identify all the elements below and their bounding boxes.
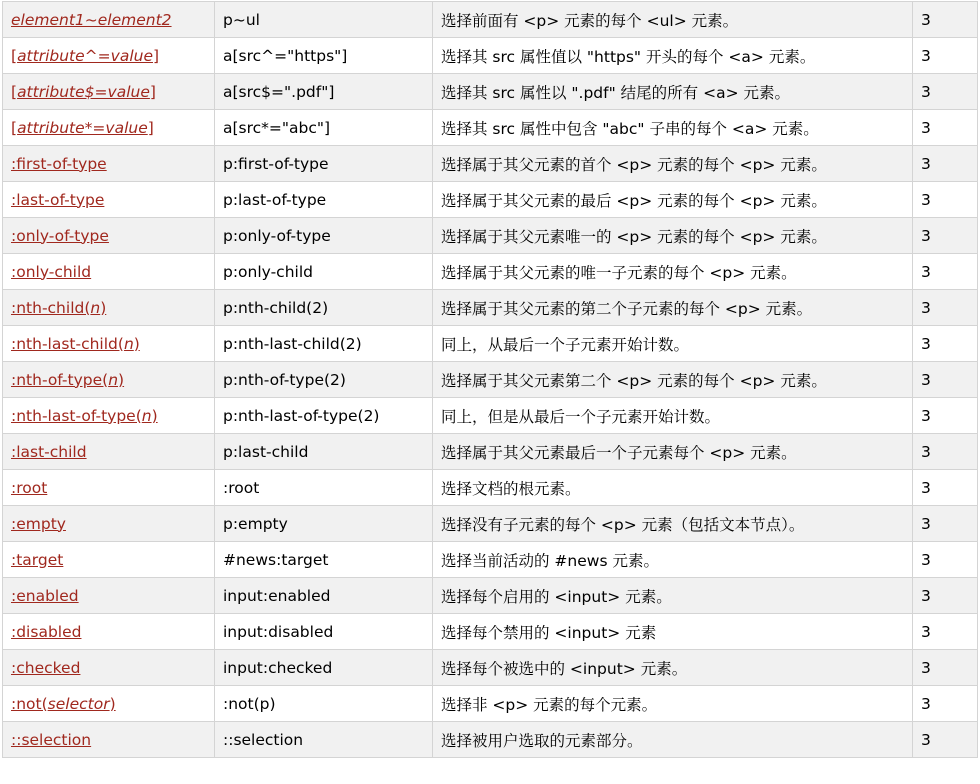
description-cell: 选择属于其父元素的第二个子元素的每个 <p> 元素。 (433, 290, 913, 326)
example-cell: p:nth-child(2) (215, 290, 433, 326)
selector-link[interactable] (11, 659, 80, 677)
description-cell: 选择当前活动的 #news 元素。 (433, 542, 913, 578)
selector-cell (3, 74, 215, 110)
example-cell: p~ul (215, 2, 433, 38)
selector-text-suffix: ) (100, 298, 107, 317)
example-cell: a[src$=".pdf"] (215, 74, 433, 110)
selector-text: :first-of-type (11, 154, 107, 173)
example-cell: p:empty (215, 506, 433, 542)
css-version-cell: 3 (913, 146, 978, 182)
table-row (3, 650, 978, 686)
css-version-cell: 3 (913, 74, 978, 110)
selector-cell (3, 614, 215, 650)
selector-cell (3, 506, 215, 542)
selector-cell (3, 686, 215, 722)
css-version-cell: 3 (913, 542, 978, 578)
css-version-cell: 3 (913, 722, 978, 758)
table-row (3, 578, 978, 614)
example-cell: p:last-child (215, 434, 433, 470)
selector-link[interactable] (11, 47, 159, 65)
description-cell: 选择属于其父元素唯一的 <p> 元素的每个 <p> 元素。 (433, 218, 913, 254)
table-row (3, 686, 978, 722)
selector-italic-text: attribute^=value (17, 46, 153, 65)
example-cell: a[src*="abc"] (215, 110, 433, 146)
example-cell: #news:target (215, 542, 433, 578)
selector-italic-text: n (123, 334, 134, 353)
selector-link[interactable] (11, 299, 106, 317)
selector-link[interactable] (11, 443, 87, 461)
css-version-cell: 3 (913, 182, 978, 218)
selector-text-suffix: ) (109, 694, 116, 713)
selector-cell (3, 470, 215, 506)
table-row (3, 2, 978, 38)
description-cell: 选择其 src 属性以 ".pdf" 结尾的所有 <a> 元素。 (433, 74, 913, 110)
css-version-cell: 3 (913, 254, 978, 290)
description-cell: 选择文档的根元素。 (433, 470, 913, 506)
selector-text: :last-of-type (11, 190, 105, 209)
example-cell: input:enabled (215, 578, 433, 614)
selector-cell (3, 218, 215, 254)
example-cell: input:disabled (215, 614, 433, 650)
selector-italic-text: attribute*=value (17, 118, 148, 137)
selector-cell (3, 38, 215, 74)
selector-link[interactable] (11, 335, 140, 353)
description-cell: 选择每个启用的 <input> 元素。 (433, 578, 913, 614)
description-cell: 选择属于其父元素的首个 <p> 元素的每个 <p> 元素。 (433, 146, 913, 182)
css-version-cell: 3 (913, 650, 978, 686)
selector-cell (3, 722, 215, 758)
table-row (3, 434, 978, 470)
table-row (3, 38, 978, 74)
table-body (3, 2, 978, 758)
selector-text: :disabled (11, 622, 82, 641)
description-cell: 选择没有子元素的每个 <p> 元素（包括文本节点）。 (433, 506, 913, 542)
selector-text: [ (11, 46, 18, 65)
selector-italic-text: n (108, 370, 119, 389)
example-cell: p:only-child (215, 254, 433, 290)
selector-text: [ (11, 118, 18, 137)
css-version-cell: 3 (913, 2, 978, 38)
table-row (3, 398, 978, 434)
selector-text: :nth-last-of-type( (11, 406, 142, 425)
selector-text-suffix: ] (147, 118, 154, 137)
selector-text-suffix: ) (133, 334, 140, 353)
example-cell: p:first-of-type (215, 146, 433, 182)
selector-italic-text: element1~element2 (11, 10, 172, 29)
selector-text: :empty (11, 514, 66, 533)
css-version-cell: 3 (913, 470, 978, 506)
css-version-cell: 3 (913, 398, 978, 434)
selector-text: :nth-last-child( (11, 334, 124, 353)
table-row (3, 182, 978, 218)
selector-link[interactable] (11, 155, 107, 173)
table-row (3, 722, 978, 758)
selector-italic-text: n (90, 298, 101, 317)
selector-link[interactable] (11, 11, 172, 29)
description-cell: 选择其 src 属性值以 "https" 开头的每个 <a> 元素。 (433, 38, 913, 74)
selector-text: :only-of-type (11, 226, 109, 245)
description-cell: 选择属于其父元素的最后 <p> 元素的每个 <p> 元素。 (433, 182, 913, 218)
selector-text: :enabled (11, 586, 79, 605)
description-cell: 选择前面有 <p> 元素的每个 <ul> 元素。 (433, 2, 913, 38)
selector-link[interactable] (11, 83, 156, 101)
table-row (3, 146, 978, 182)
example-cell: a[src^="https"] (215, 38, 433, 74)
selector-text-suffix: ] (149, 82, 156, 101)
selector-cell (3, 254, 215, 290)
selector-link[interactable] (11, 731, 91, 749)
description-cell: 同上，但是从最后一个子元素开始计数。 (433, 398, 913, 434)
selector-text: :only-child (11, 262, 92, 281)
selector-text: :checked (11, 658, 81, 677)
selector-text: :target (11, 550, 64, 569)
css-version-cell: 3 (913, 686, 978, 722)
selector-cell (3, 326, 215, 362)
table-row (3, 218, 978, 254)
table-row (3, 506, 978, 542)
selector-link[interactable] (11, 623, 81, 641)
example-cell: p:last-of-type (215, 182, 433, 218)
selector-link[interactable] (11, 587, 79, 605)
description-cell: 选择属于其父元素的唯一子元素的每个 <p> 元素。 (433, 254, 913, 290)
css-version-cell: 3 (913, 218, 978, 254)
selector-link[interactable] (11, 119, 154, 137)
selector-cell (3, 2, 215, 38)
selector-italic-text: n (141, 406, 152, 425)
selector-link[interactable] (11, 371, 124, 389)
css-version-cell: 3 (913, 506, 978, 542)
selector-cell (3, 146, 215, 182)
table-row (3, 614, 978, 650)
selector-text-suffix: ) (151, 406, 158, 425)
selector-cell (3, 398, 215, 434)
selector-link[interactable] (11, 263, 91, 281)
selector-link[interactable] (11, 551, 63, 569)
table-row (3, 542, 978, 578)
table-row (3, 326, 978, 362)
selector-text: [ (11, 82, 18, 101)
selector-cell (3, 110, 215, 146)
css-version-cell: 3 (913, 362, 978, 398)
css-version-cell: 3 (913, 290, 978, 326)
example-cell: p:nth-last-child(2) (215, 326, 433, 362)
selector-text: :last-child (11, 442, 87, 461)
description-cell: 选择属于其父元素最后一个子元素每个 <p> 元素。 (433, 434, 913, 470)
selector-cell (3, 362, 215, 398)
description-cell: 同上，从最后一个子元素开始计数。 (433, 326, 913, 362)
table-row (3, 470, 978, 506)
selector-text-suffix: ) (118, 370, 125, 389)
css-version-cell: 3 (913, 614, 978, 650)
selector-cell (3, 434, 215, 470)
selector-cell (3, 578, 215, 614)
selector-link[interactable] (11, 227, 109, 245)
selector-text: :not( (11, 694, 48, 713)
selector-link[interactable] (11, 191, 104, 209)
selector-link[interactable] (11, 407, 158, 425)
selector-italic-text: selector (47, 694, 110, 713)
css-version-cell: 3 (913, 38, 978, 74)
selector-link[interactable] (11, 479, 47, 497)
example-cell: p:nth-last-of-type(2) (215, 398, 433, 434)
selector-text: :nth-child( (11, 298, 91, 317)
description-cell: 选择非 <p> 元素的每个元素。 (433, 686, 913, 722)
selector-cell (3, 542, 215, 578)
selector-text-suffix: ] (152, 46, 160, 65)
css-version-cell: 3 (913, 578, 978, 614)
selector-text: ::selection (11, 730, 92, 749)
description-cell: 选择被用户选取的元素部分。 (433, 722, 913, 758)
selector-cell (3, 290, 215, 326)
description-cell: 选择其 src 属性中包含 "abc" 子串的每个 <a> 元素。 (433, 110, 913, 146)
selector-cell (3, 182, 215, 218)
css-version-cell: 3 (913, 434, 978, 470)
example-cell: ::selection (215, 722, 433, 758)
selector-cell (3, 650, 215, 686)
selector-link[interactable] (11, 515, 66, 533)
css-version-cell: 3 (913, 110, 978, 146)
example-cell: input:checked (215, 650, 433, 686)
description-cell: 选择属于其父元素第二个 <p> 元素的每个 <p> 元素。 (433, 362, 913, 398)
table-row (3, 362, 978, 398)
example-cell: :not(p) (215, 686, 433, 722)
table-row (3, 290, 978, 326)
description-cell: 选择每个禁用的 <input> 元素 (433, 614, 913, 650)
description-cell: 选择每个被选中的 <input> 元素。 (433, 650, 913, 686)
css-version-cell: 3 (913, 326, 978, 362)
example-cell: p:only-of-type (215, 218, 433, 254)
example-cell: :root (215, 470, 433, 506)
table-row (3, 110, 978, 146)
css-selector-reference-table (2, 1, 978, 758)
selector-text: :nth-of-type( (11, 370, 109, 389)
table-row (3, 74, 978, 110)
selector-link[interactable] (11, 695, 116, 713)
example-cell: p:nth-of-type(2) (215, 362, 433, 398)
selector-text: :root (11, 478, 48, 497)
selector-italic-text: attribute$=value (17, 82, 150, 101)
table-row (3, 254, 978, 290)
